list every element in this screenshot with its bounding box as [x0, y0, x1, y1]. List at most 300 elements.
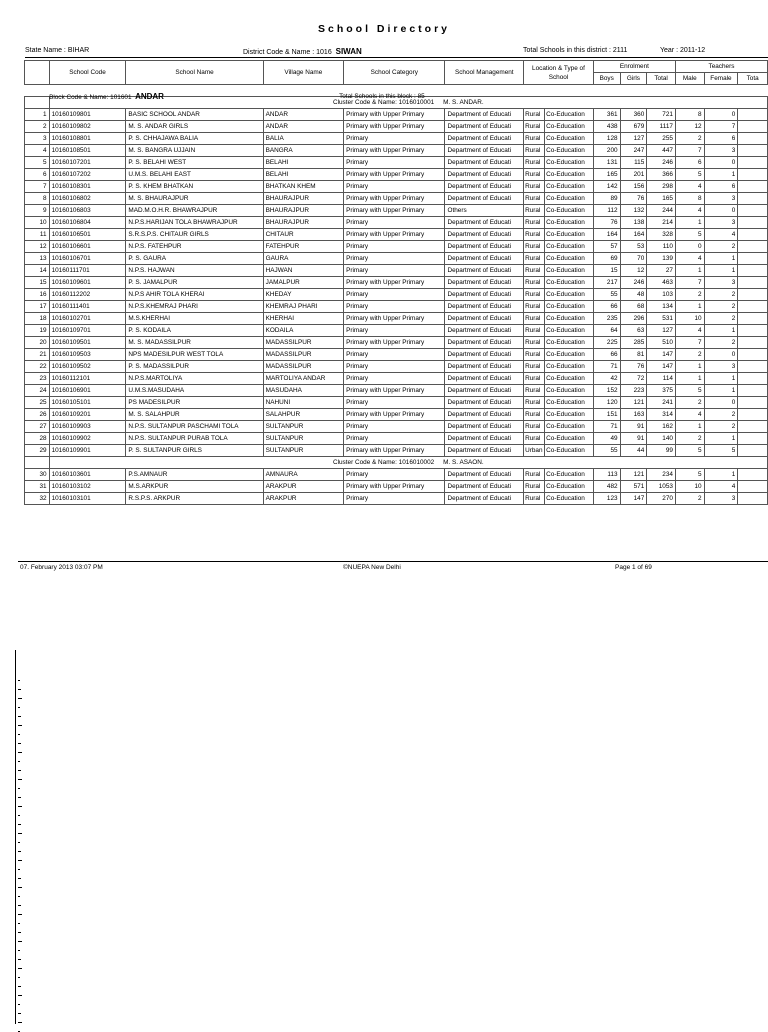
table-cell: 147: [647, 349, 676, 361]
table-cell: [738, 445, 768, 457]
table-cell: 48: [620, 289, 647, 301]
table-cell: 164: [593, 229, 620, 241]
table-cell: 76: [620, 193, 647, 205]
table-cell: 13: [25, 253, 50, 265]
table-cell: NAHUNI: [263, 397, 343, 409]
table-cell: 21: [25, 349, 50, 361]
table-cell: Co-Education: [545, 217, 594, 229]
table-cell: Primary with Upper Primary: [344, 337, 445, 349]
table-cell: 10160111701: [49, 265, 126, 277]
table-cell: Rural: [524, 133, 545, 145]
table-cell: 11: [25, 229, 50, 241]
table-cell: Rural: [524, 373, 545, 385]
table-cell: 91: [620, 421, 647, 433]
table-cell: [738, 409, 768, 421]
table-cell: 244: [647, 205, 676, 217]
table-cell: Rural: [524, 361, 545, 373]
table-cell: BHAURAJPUR: [263, 217, 343, 229]
table-cell: Rural: [524, 241, 545, 253]
table-row: [25, 241, 768, 253]
table-cell: 57: [593, 241, 620, 253]
table-cell: 76: [620, 361, 647, 373]
col-girls: Girls: [620, 73, 647, 85]
table-cell: 63: [620, 325, 647, 337]
table-cell: MAD.M.O.H.R. BHAWRAJPUR: [126, 205, 263, 217]
table-cell: 510: [647, 337, 676, 349]
table-cell: Primary: [344, 421, 445, 433]
table-cell: Primary: [344, 217, 445, 229]
table-cell: Co-Education: [545, 133, 594, 145]
table-cell: 10160109903: [49, 421, 126, 433]
table-cell: KHEDAY: [263, 289, 343, 301]
col-name: School Name: [126, 61, 263, 85]
table-cell: Primary: [344, 349, 445, 361]
table-cell: 147: [620, 493, 647, 505]
table-cell: 2: [675, 133, 704, 145]
table-row: [25, 349, 768, 361]
table-cell: Department of Educati: [445, 469, 524, 481]
table-cell: N.P.S. HAJWAN: [126, 265, 263, 277]
table-cell: Rural: [524, 481, 545, 493]
table-cell: Department of Educati: [445, 337, 524, 349]
table-cell: 5: [704, 445, 738, 457]
table-row: [25, 217, 768, 229]
table-cell: 0: [704, 397, 738, 409]
table-cell: 2: [675, 493, 704, 505]
table-cell: 42: [593, 373, 620, 385]
table-cell: 142: [593, 181, 620, 193]
table-cell: 69: [593, 253, 620, 265]
table-cell: 200: [593, 145, 620, 157]
table-cell: Department of Educati: [445, 109, 524, 121]
table-cell: 3: [704, 145, 738, 157]
col-teachers: Teachers: [675, 61, 767, 73]
table-cell: 140: [647, 433, 676, 445]
table-cell: 139: [647, 253, 676, 265]
table-cell: 113: [593, 469, 620, 481]
table-cell: 4: [675, 253, 704, 265]
table-cell: 217: [593, 277, 620, 289]
table-cell: 1: [704, 253, 738, 265]
table-cell: 10160102701: [49, 313, 126, 325]
table-cell: Rural: [524, 493, 545, 505]
table-cell: [738, 313, 768, 325]
table-cell: 4: [675, 325, 704, 337]
table-cell: 10160106601: [49, 241, 126, 253]
table-cell: Co-Education: [545, 193, 594, 205]
table-cell: [738, 421, 768, 433]
table-row: [25, 289, 768, 301]
table-cell: 55: [593, 289, 620, 301]
table-cell: 328: [647, 229, 676, 241]
table-cell: 19: [25, 325, 50, 337]
table-cell: 15: [593, 265, 620, 277]
table-cell: P.S.AMNAUR: [126, 469, 263, 481]
table-cell: 134: [647, 301, 676, 313]
table-cell: Rural: [524, 421, 545, 433]
table-cell: Co-Education: [545, 253, 594, 265]
table-cell: Co-Education: [545, 325, 594, 337]
table-cell: Primary: [344, 325, 445, 337]
table-cell: 241: [647, 397, 676, 409]
col-total: Total: [647, 73, 676, 85]
table-cell: 18: [25, 313, 50, 325]
table-cell: 7: [704, 121, 738, 133]
table-cell: M.S.ARKPUR: [126, 481, 263, 493]
table-cell: 247: [620, 145, 647, 157]
table-row: [25, 229, 768, 241]
table-cell: Department of Educati: [445, 217, 524, 229]
table-cell: 721: [647, 109, 676, 121]
table-cell: Co-Education: [545, 313, 594, 325]
table-cell: 7: [675, 145, 704, 157]
table-cell: [738, 157, 768, 169]
table-cell: Department of Educati: [445, 265, 524, 277]
cluster-row: Cluster Code & Name: 1016010002 M. S. ASAON.: [25, 457, 768, 469]
table-cell: Department of Educati: [445, 349, 524, 361]
table-cell: BANGRA: [263, 145, 343, 157]
table-cell: 8: [675, 109, 704, 121]
col-sno: [25, 61, 50, 85]
table-cell: 2: [675, 433, 704, 445]
footer-page: Page 1 of 69: [615, 564, 652, 571]
table-cell: 531: [647, 313, 676, 325]
table-cell: 2: [25, 121, 50, 133]
table-row: [25, 277, 768, 289]
table-cell: Others: [445, 205, 524, 217]
table-cell: 225: [593, 337, 620, 349]
table-cell: 8: [25, 193, 50, 205]
table-cell: Department of Educati: [445, 433, 524, 445]
table-cell: Rural: [524, 265, 545, 277]
col-village: Village Name: [263, 61, 343, 85]
table-cell: Rural: [524, 229, 545, 241]
table-cell: 23: [25, 373, 50, 385]
table-cell: Department of Educati: [445, 169, 524, 181]
table-cell: 151: [593, 409, 620, 421]
table-cell: Department of Educati: [445, 385, 524, 397]
table-cell: 10160109503: [49, 349, 126, 361]
col-code: School Code: [49, 61, 126, 85]
table-cell: Rural: [524, 409, 545, 421]
table-cell: [738, 373, 768, 385]
table-cell: Co-Education: [545, 169, 594, 181]
footer-date: 07. February 2013 03:07 PM: [20, 564, 103, 571]
table-cell: Rural: [524, 205, 545, 217]
table-cell: 127: [620, 133, 647, 145]
table-cell: 360: [620, 109, 647, 121]
table-cell: 55: [593, 445, 620, 457]
table-cell: 10: [675, 481, 704, 493]
table-cell: SALAHPUR: [263, 409, 343, 421]
table-cell: 571: [620, 481, 647, 493]
table-cell: P. S. KHEM BHATKAN: [126, 181, 263, 193]
table-cell: 4: [675, 181, 704, 193]
table-cell: Department of Educati: [445, 157, 524, 169]
table-cell: Co-Education: [545, 481, 594, 493]
table-cell: Primary: [344, 253, 445, 265]
table-cell: [738, 397, 768, 409]
table-cell: Co-Education: [545, 421, 594, 433]
table-cell: 5: [675, 229, 704, 241]
table-cell: Rural: [524, 193, 545, 205]
table-cell: 1: [704, 385, 738, 397]
table-cell: 2: [704, 289, 738, 301]
table-cell: Primary: [344, 181, 445, 193]
table-row: [25, 469, 768, 481]
table-cell: 72: [620, 373, 647, 385]
table-cell: [738, 433, 768, 445]
table-cell: 10160112101: [49, 373, 126, 385]
table-row: [25, 385, 768, 397]
table-cell: 298: [647, 181, 676, 193]
table-cell: Primary: [344, 397, 445, 409]
table-cell: 16: [25, 289, 50, 301]
table-cell: Primary with Upper Primary: [344, 385, 445, 397]
table-cell: 447: [647, 145, 676, 157]
table-cell: 132: [620, 205, 647, 217]
table-cell: Co-Education: [545, 433, 594, 445]
table-cell: 17: [25, 301, 50, 313]
table-cell: 0: [675, 241, 704, 253]
cluster-row: Cluster Code & Name: 1016010001 M. S. ANDAR.: [25, 97, 768, 109]
table-cell: Department of Educati: [445, 361, 524, 373]
table-cell: 6: [704, 133, 738, 145]
table-cell: MASUDAHA: [263, 385, 343, 397]
table-cell: Primary: [344, 469, 445, 481]
table-cell: Primary with Upper Primary: [344, 145, 445, 157]
district-total: Total Schools in this district : 2111: [523, 47, 628, 54]
table-cell: Co-Education: [545, 445, 594, 457]
table-cell: Co-Education: [545, 493, 594, 505]
table-cell: Department of Educati: [445, 493, 524, 505]
table-cell: PS MADESILPUR: [126, 397, 263, 409]
table-cell: 1: [704, 265, 738, 277]
table-cell: Rural: [524, 349, 545, 361]
table-cell: 10160106901: [49, 385, 126, 397]
table-row: [25, 253, 768, 265]
table-cell: Co-Education: [545, 385, 594, 397]
page-title: School Directory: [317, 23, 451, 35]
table-cell: Primary with Upper Primary: [344, 481, 445, 493]
table-cell: M. S. SALAHPUR: [126, 409, 263, 421]
table-cell: Primary with Upper Primary: [344, 229, 445, 241]
table-cell: 10160109801: [49, 109, 126, 121]
table-row: [25, 169, 768, 181]
table-cell: 3: [25, 133, 50, 145]
table-cell: Co-Education: [545, 181, 594, 193]
table-cell: [738, 229, 768, 241]
table-cell: 285: [620, 337, 647, 349]
table-cell: Co-Education: [545, 409, 594, 421]
table-cell: ARAKPUR: [263, 493, 343, 505]
table-cell: 66: [593, 301, 620, 313]
table-cell: 10160106804: [49, 217, 126, 229]
table-cell: [738, 217, 768, 229]
table-cell: 482: [593, 481, 620, 493]
table-cell: 361: [593, 109, 620, 121]
table-cell: [738, 289, 768, 301]
table-cell: 71: [593, 361, 620, 373]
table-cell: 214: [647, 217, 676, 229]
table-cell: Rural: [524, 109, 545, 121]
table-cell: 10160106803: [49, 205, 126, 217]
table-cell: Rural: [524, 397, 545, 409]
table-cell: 7: [25, 181, 50, 193]
table-cell: 366: [647, 169, 676, 181]
table-cell: Co-Education: [545, 469, 594, 481]
table-cell: Primary: [344, 157, 445, 169]
table-cell: 128: [593, 133, 620, 145]
table-cell: 115: [620, 157, 647, 169]
table-cell: Co-Education: [545, 109, 594, 121]
table-row: [25, 409, 768, 421]
col-male: Male: [675, 73, 704, 85]
table-cell: 12: [25, 241, 50, 253]
table-cell: 1: [704, 325, 738, 337]
table-cell: 1: [675, 361, 704, 373]
table-cell: Department of Educati: [445, 145, 524, 157]
table-cell: 138: [620, 217, 647, 229]
table-cell: M. S. ANDAR GIRLS: [126, 121, 263, 133]
table-cell: 1: [675, 217, 704, 229]
table-cell: 28: [25, 433, 50, 445]
table-cell: 1117: [647, 121, 676, 133]
table-row: [25, 493, 768, 505]
table-cell: 164: [620, 229, 647, 241]
year-info: Year : 2011-12: [660, 47, 706, 54]
table-row: [25, 193, 768, 205]
table-cell: MARTOLIYA ANDAR: [263, 373, 343, 385]
table-cell: Primary with Upper Primary: [344, 205, 445, 217]
col-female: Female: [704, 73, 738, 85]
table-cell: 103: [647, 289, 676, 301]
table-cell: [738, 301, 768, 313]
table-row: [25, 121, 768, 133]
table-row: [25, 325, 768, 337]
table-cell: 49: [593, 433, 620, 445]
table-cell: 68: [620, 301, 647, 313]
table-cell: N.P.S.MARTOLIYA: [126, 373, 263, 385]
table-cell: U.M.S. BELAHI EAST: [126, 169, 263, 181]
table-cell: Co-Education: [545, 301, 594, 313]
table-cell: Primary: [344, 361, 445, 373]
table-cell: 12: [675, 121, 704, 133]
table-cell: 6: [675, 157, 704, 169]
table-cell: 255: [647, 133, 676, 145]
table-cell: 4: [675, 205, 704, 217]
table-cell: 53: [620, 241, 647, 253]
table-cell: 1: [704, 169, 738, 181]
table-cell: [738, 253, 768, 265]
table-cell: M. S. MADASSILPUR: [126, 337, 263, 349]
table-cell: Department of Educati: [445, 253, 524, 265]
table-cell: 163: [620, 409, 647, 421]
table-cell: 2: [675, 289, 704, 301]
table-row: [25, 145, 768, 157]
table-cell: Primary with Upper Primary: [344, 193, 445, 205]
table-cell: Urban: [524, 445, 545, 457]
table-cell: [738, 385, 768, 397]
table-cell: [738, 205, 768, 217]
table-cell: 114: [647, 373, 676, 385]
table-cell: 3: [704, 193, 738, 205]
table-cell: 30: [25, 469, 50, 481]
table-cell: 10160109501: [49, 337, 126, 349]
table-row: [25, 421, 768, 433]
rotated-page-edge: [15, 650, 26, 1024]
table-row: [25, 397, 768, 409]
table-cell: Primary with Upper Primary: [344, 109, 445, 121]
table-cell: CHITAUR: [263, 229, 343, 241]
table-cell: Department of Educati: [445, 229, 524, 241]
table-cell: N.P.S AHIR TOLA KHERAI: [126, 289, 263, 301]
table-cell: 91: [620, 433, 647, 445]
table-cell: BELAHI: [263, 169, 343, 181]
table-cell: Rural: [524, 313, 545, 325]
table-cell: [738, 133, 768, 145]
table-cell: Rural: [524, 385, 545, 397]
table-cell: 27: [25, 421, 50, 433]
table-cell: BHAURAJPUR: [263, 205, 343, 217]
table-cell: Primary with Upper Primary: [344, 409, 445, 421]
table-cell: 81: [620, 349, 647, 361]
table-cell: Co-Education: [545, 157, 594, 169]
table-cell: 44: [620, 445, 647, 457]
table-row: [25, 433, 768, 445]
table-cell: BALIA: [263, 133, 343, 145]
table-cell: 5: [675, 385, 704, 397]
table-cell: Co-Education: [545, 337, 594, 349]
table-cell: N.P.S. SULTANPUR PURAB TOLA: [126, 433, 263, 445]
table-cell: [738, 337, 768, 349]
block-row: Block Code & Name: 101601 ANDAR Total Schools in this block : 85: [25, 85, 768, 97]
table-cell: 123: [593, 493, 620, 505]
table-cell: N.P.S. SULTANPUR PASCHAMI TOLA: [126, 421, 263, 433]
table-cell: Primary with Upper Primary: [344, 169, 445, 181]
table-cell: 1: [675, 301, 704, 313]
table-cell: 4: [25, 145, 50, 157]
table-cell: 246: [620, 277, 647, 289]
col-category: School Category: [344, 61, 445, 85]
table-cell: [738, 469, 768, 481]
table-cell: P. S. CHHAJAWA BALIA: [126, 133, 263, 145]
table-cell: 1: [704, 433, 738, 445]
table-cell: 1: [675, 373, 704, 385]
table-cell: U.M.S.MASUDAHA: [126, 385, 263, 397]
table-cell: Department of Educati: [445, 121, 524, 133]
table-cell: 6: [704, 181, 738, 193]
table-cell: 99: [647, 445, 676, 457]
table-cell: 9: [25, 205, 50, 217]
table-cell: Department of Educati: [445, 181, 524, 193]
table-cell: 10160108301: [49, 181, 126, 193]
table-cell: Rural: [524, 433, 545, 445]
table-cell: 89: [593, 193, 620, 205]
table-cell: Primary with Upper Primary: [344, 277, 445, 289]
table-cell: MADASSILPUR: [263, 337, 343, 349]
table-cell: Department of Educati: [445, 481, 524, 493]
table-row: [25, 205, 768, 217]
table-row: [25, 313, 768, 325]
table-cell: 66: [593, 349, 620, 361]
table-row: [25, 157, 768, 169]
table-cell: [738, 193, 768, 205]
table-cell: Rural: [524, 157, 545, 169]
table-row: [25, 337, 768, 349]
table-cell: 70: [620, 253, 647, 265]
table-cell: R.S.P.S. ARKPUR: [126, 493, 263, 505]
